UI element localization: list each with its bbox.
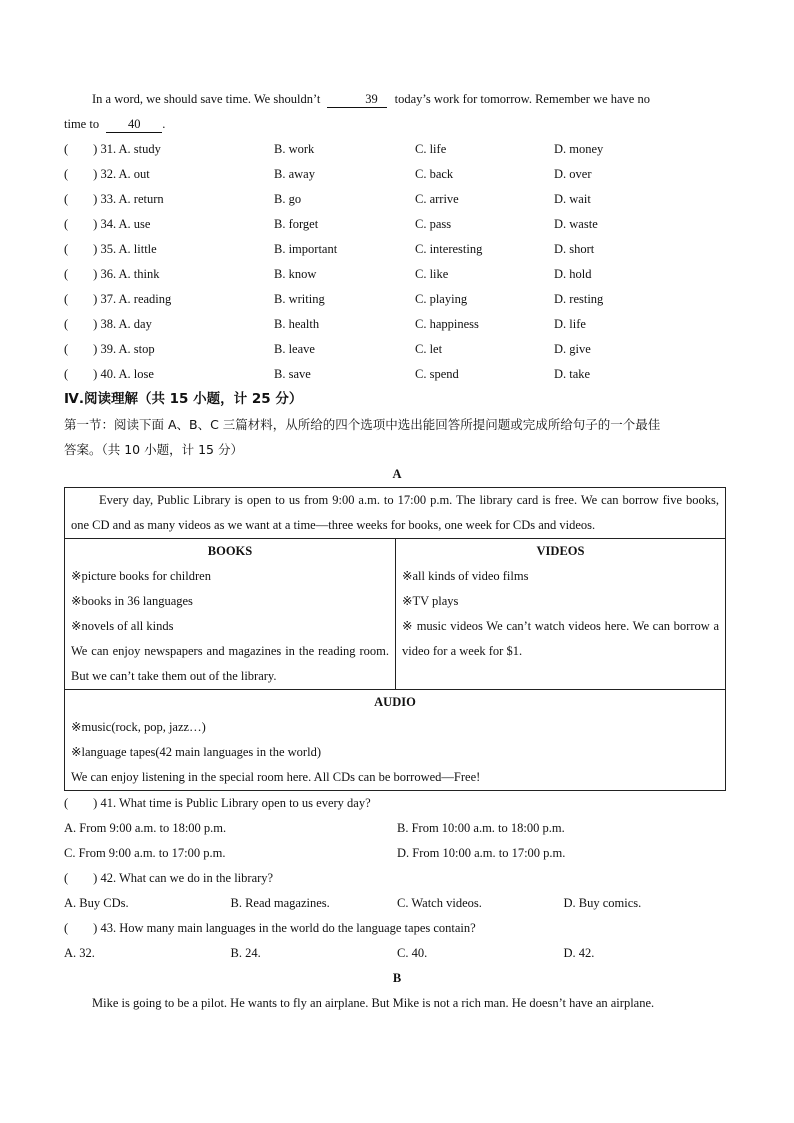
question-41-options-row1 — [64, 816, 730, 841]
question-stem: ( ) 35. A. little — [64, 242, 157, 256]
videos-heading: VIDEOS — [536, 544, 585, 558]
blank-40: 40 — [106, 116, 162, 133]
cloze-question-row — [64, 312, 730, 337]
cloze-question-row — [64, 187, 730, 212]
audio-note: We can enjoy listening in the special room here. All CDs can be borrowed—Free! — [71, 770, 481, 784]
cloze-options-list — [64, 137, 730, 387]
option-c: C. interesting — [415, 242, 483, 256]
option-d: D. waste — [554, 217, 598, 231]
option-b: B. leave — [274, 342, 315, 356]
cloze-question-row — [64, 137, 730, 162]
option-b: B. 24. — [230, 946, 261, 960]
cloze-question-row — [64, 287, 730, 312]
option-b: B. know — [274, 267, 317, 281]
option-b: B. work — [274, 142, 315, 156]
videos-item: ※TV plays — [402, 594, 459, 608]
books-cell — [65, 539, 396, 690]
question-stem: ( ) 32. A. out — [64, 167, 150, 181]
videos-note: ※ music videos We can’t watch videos here. We can borrow a video for a week for $1. — [402, 619, 719, 658]
question-stem: ( ) 34. A. use — [64, 217, 151, 231]
section-intro-line1: 第一节：阅读下面 A、B、C 三篇材料，从所给的四个选项中选出能回答所提问题或完成所给句子的一个最佳 — [64, 417, 661, 432]
option-b: B. writing — [274, 292, 325, 306]
cloze-text-2: today’s work for tomorrow. Remember we have no — [394, 92, 650, 106]
audio-cell — [65, 690, 726, 791]
passage-b-label: B — [392, 971, 402, 985]
option-c: C. back — [415, 167, 454, 181]
cloze-question-row — [64, 337, 730, 362]
question-stem: ( ) 39. A. stop — [64, 342, 155, 356]
cloze-text-3: time to — [64, 117, 100, 131]
option-d: D. take — [554, 367, 591, 381]
option-d: D. 42. — [563, 946, 595, 960]
option-d: D. hold — [554, 267, 592, 281]
passage-a-label: A — [392, 467, 402, 481]
option-b: B. health — [274, 317, 320, 331]
blank-39: 39 — [327, 91, 387, 108]
option-c: C. pass — [415, 217, 452, 231]
option-c: C. Watch videos. — [397, 896, 482, 910]
audio-item: ※music(rock, pop, jazz…) — [71, 720, 206, 734]
cloze-question-row — [64, 262, 730, 287]
books-note: We can enjoy newspapers and magazines in the reading room. But we can’t take them out of the library. — [71, 644, 389, 683]
option-c: C. From 9:00 a.m. to 17:00 p.m. — [64, 846, 226, 860]
option-a: A. 32. — [64, 946, 95, 960]
option-d: D. over — [554, 167, 592, 181]
option-c: C. arrive — [415, 192, 459, 206]
question-41-stem: ( ) 41. What time is Public Library open to us every day? — [64, 796, 371, 810]
question-stem: ( ) 40. A. lose — [64, 367, 154, 381]
option-c: C. let — [415, 342, 443, 356]
books-item: ※books in 36 languages — [71, 594, 193, 608]
question-stem: ( ) 38. A. day — [64, 317, 152, 331]
cloze-text-4: . — [162, 117, 166, 131]
library-intro-cell — [65, 488, 726, 539]
option-d: D. give — [554, 342, 591, 356]
option-a: A. From 9:00 a.m. to 18:00 p.m. — [64, 821, 227, 835]
option-d: D. wait — [554, 192, 591, 206]
option-d: D. From 10:00 a.m. to 17:00 p.m. — [397, 846, 566, 860]
option-d: D. life — [554, 317, 586, 331]
option-b: B. away — [274, 167, 315, 181]
option-c: C. happiness — [415, 317, 479, 331]
section-intro-line2: 答案。（共 10 小题，计 15 分） — [64, 442, 243, 457]
question-43-options — [64, 941, 730, 966]
option-a: A. Buy CDs. — [64, 896, 129, 910]
question-42-options — [64, 891, 730, 916]
option-d: D. short — [554, 242, 595, 256]
cloze-question-row — [64, 212, 730, 237]
cloze-question-row — [64, 162, 730, 187]
option-c: C. 40. — [397, 946, 428, 960]
option-d: D. Buy comics. — [563, 896, 642, 910]
option-d: D. money — [554, 142, 604, 156]
library-intro-text: Every day, Public Library is open to us from 9:00 a.m. to 17:00 p.m. The library card is free. We can borrow five books, one CD and as many videos as we want at a time—three weeks for books, one week for CDs and videos. — [71, 493, 719, 532]
option-c: C. playing — [415, 292, 468, 306]
cloze-ending-paragraph — [64, 87, 730, 112]
cloze-question-row — [64, 237, 730, 262]
option-b: B. go — [274, 192, 302, 206]
section-title: Ⅳ.阅读理解（共 15 小题，计 25 分） — [64, 391, 303, 407]
question-stem: ( ) 37. A. reading — [64, 292, 172, 306]
option-c: C. life — [415, 142, 447, 156]
books-item: ※picture books for children — [71, 569, 211, 583]
option-b: B. forget — [274, 217, 319, 231]
option-b: B. important — [274, 242, 338, 256]
cloze-text-1: In a word, we should save time. We shouldn’t — [92, 92, 321, 106]
option-c: C. like — [415, 267, 449, 281]
option-c: C. spend — [415, 367, 459, 381]
videos-cell — [396, 539, 726, 690]
question-42-stem: ( ) 42. What can we do in the library? — [64, 871, 274, 885]
audio-item: ※language tapes(42 main languages in the world) — [71, 745, 321, 759]
question-41-options-row2 — [64, 841, 730, 866]
question-stem: ( ) 36. A. think — [64, 267, 160, 281]
audio-heading: AUDIO — [374, 695, 416, 709]
books-heading: BOOKS — [207, 544, 253, 558]
question-43-stem: ( ) 43. How many main languages in the world do the language tapes contain? — [64, 921, 476, 935]
question-stem: ( ) 33. A. return — [64, 192, 164, 206]
videos-item: ※all kinds of video films — [402, 569, 529, 583]
passage-b-first-line: Mike is going to be a pilot. He wants to fly an airplane. But Mike is not a rich man. He doesn’t have an airplane. — [92, 996, 655, 1010]
question-stem: ( ) 31. A. study — [64, 142, 161, 156]
library-info-table — [64, 487, 726, 791]
option-b: B. Read magazines. — [230, 896, 330, 910]
option-b: B. From 10:00 a.m. to 18:00 p.m. — [397, 821, 565, 835]
exam-page — [64, 87, 730, 1016]
books-item: ※novels of all kinds — [71, 619, 174, 633]
option-b: B. save — [274, 367, 311, 381]
option-d: D. resting — [554, 292, 604, 306]
cloze-ending-line2 — [64, 112, 730, 137]
cloze-question-row — [64, 362, 730, 387]
